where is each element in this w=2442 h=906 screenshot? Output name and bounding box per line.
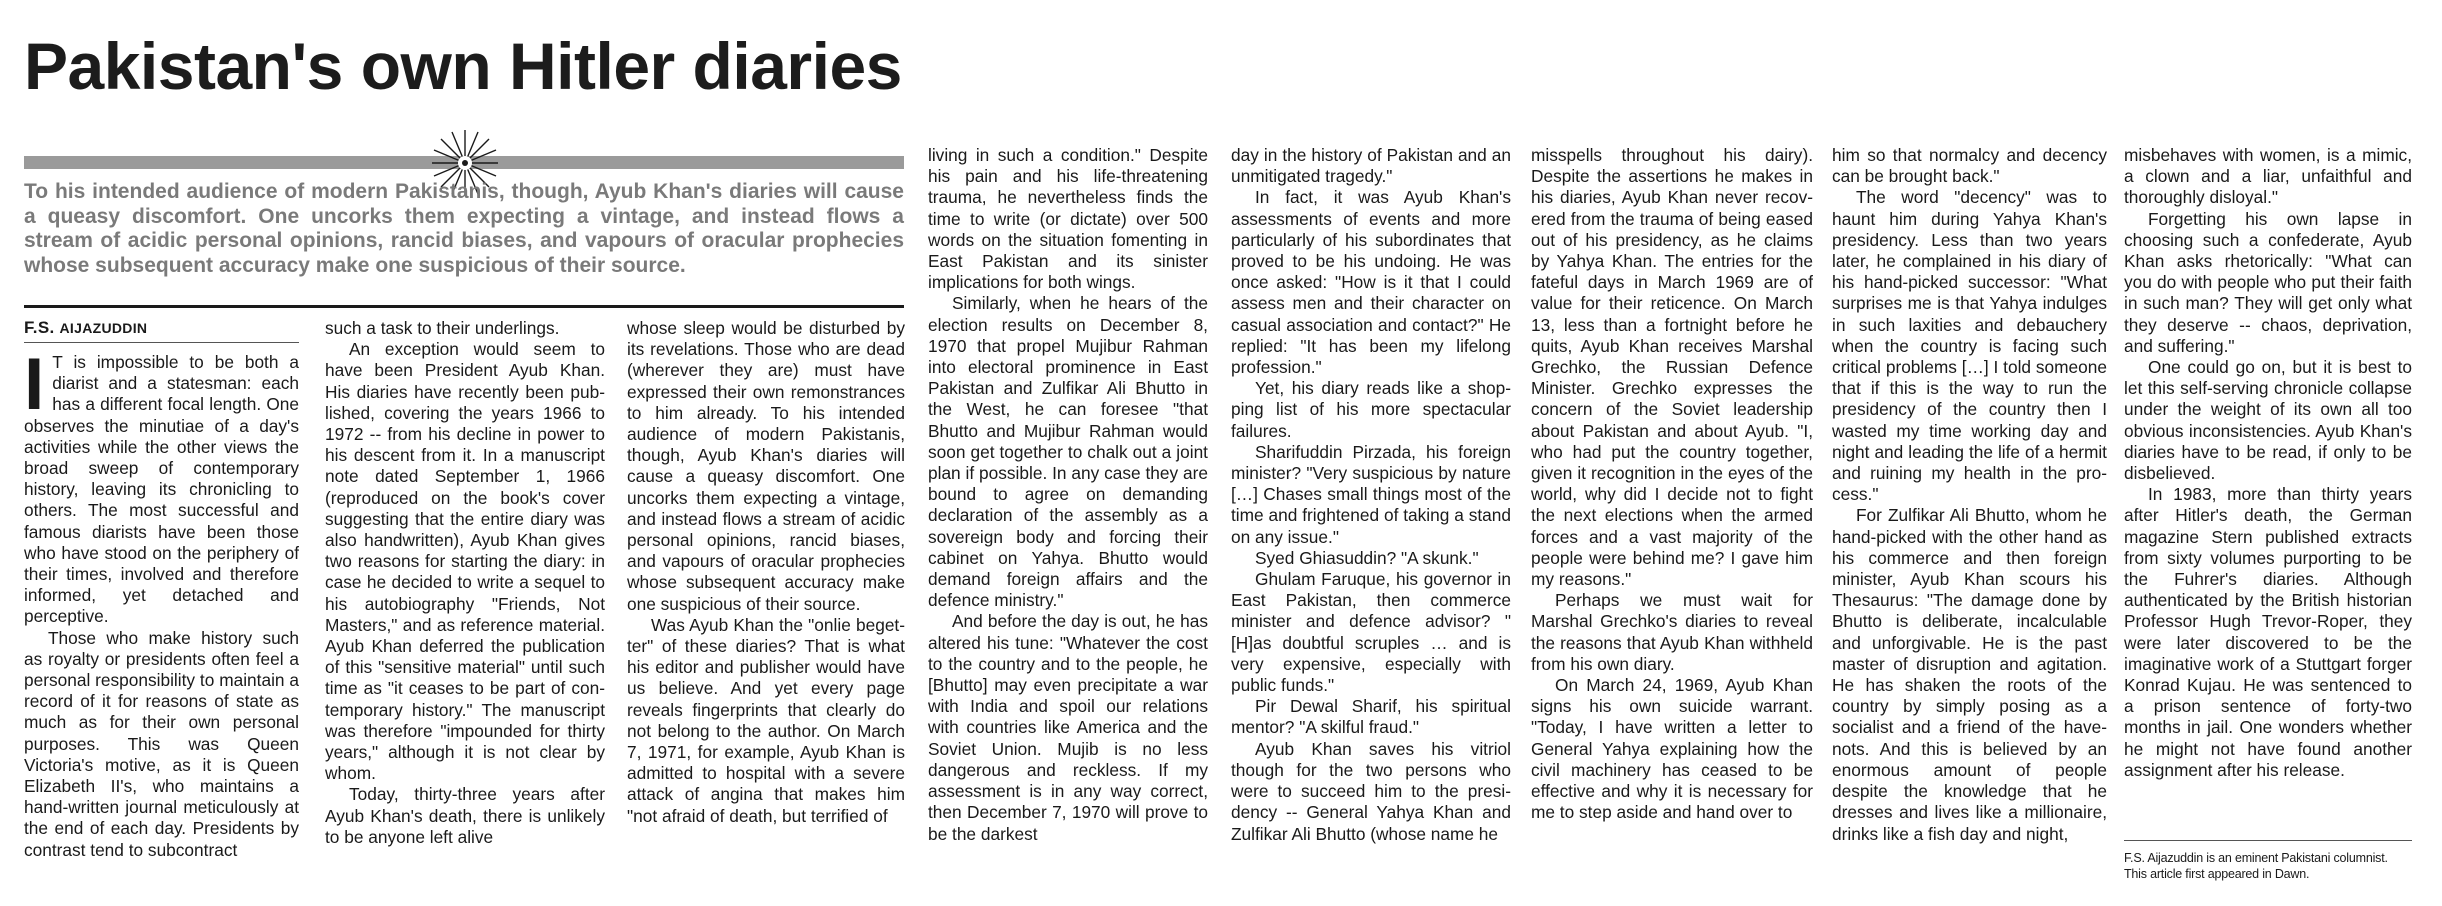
paragraph: Was Ayub Khan the "onlie begetter" of these diaries? That is what his editor and publisher would have us believe. And yet every page reveals fingerprints that clearly do not belong to the author. On March 7, 1971, for example, Ayub Khan is admitted to hospital with a severe attack of angina that makes him "not afraid of death, but terrified of <box>627 614 905 826</box>
deck-pullquote: To his intended audience of modern Pakistanis, though, Ayub Khan's diaries will cause a queasy discomfort. One uncorks them expecting a vintage, and instead flows a stream of acidic personal opinions, rancid biases, and vapours of oracular prophecies whose subsequent accuracy make one suspicious of their source. <box>24 180 904 277</box>
paragraph: Similarly, when he hears of the election results on December 8, 1970 that propel Mujibur Rahman into electoral prominence in East Pakistan and Zulfikar Ali Bhutto in the West, he can foresee "that Bhutto and Mujibur Rahman would soon get together to chalk out a joint plan if possible. In any case they are bound to agree on demanding declaration of the assembly as a sovereign body and forcing their cabinet on Yahya. Bhutto would demand foreign affairs and the defence ministry." <box>928 293 1208 611</box>
byline <box>24 318 299 338</box>
paragraph: misbehaves with women, is a mimic, a clown and a liar, unfaithful and thoroughly disloyal." <box>2124 145 2412 208</box>
article-column-8 <box>2124 145 2412 835</box>
paragraph: And before the day is out, he has altered his tune: "Whatever the cost to the country and to the people, he [Bhutto] may even precipitate a war with India and spoil our relations with countries like America and the Soviet Union. Mujib is no less dangerous and reckless. If my assessment is in any way correct, then December 7, 1970 will prove to be the darkest <box>928 611 1208 844</box>
article-column-7 <box>1832 145 2107 902</box>
paragraph: Syed Ghiasuddin? "A skunk." <box>1255 547 1479 568</box>
paragraph: Pir Dewal Sharif, his spiritual mentor? "A skilful fraud." <box>1231 696 1511 738</box>
paragraph: living in such a condition." Despite his pain and his life-threatening trauma, he nevertheless finds the time to write (or dictate) over 500 words on the situation fomenting in East Pakistan and its sinister implications for both wings. <box>928 145 1208 293</box>
paragraph: him so that normalcy and decency can be brought back." <box>1832 145 2107 187</box>
endnote-line: This article first appeared in Dawn. <box>2124 867 2310 881</box>
article-column-4 <box>928 145 1208 902</box>
article-column-1 <box>24 352 299 902</box>
paragraph: whose sleep would be disturbed by its revelations. Those who are dead (wherever they are) must have expressed their own remonstrances to him already. To his intended audience of modern Pakistanis, though, Ayub Khan's diaries will cause a queasy discomfort. One uncorks them expecting a vintage, and instead flows a stream of acidic personal opinions, rancid biases, and vapours of oracular prophecies whose subsequent accuracy make one suspicious of their source. <box>627 318 905 614</box>
paragraph: I T is impossible to be both a diarist and a statesman: each has a different focal length. One observes the minutiae of a day's activities while the other views the broad sweep of contemporary history, leaving its chronicling to others. The most successful and famous diarists have been those who have stood on the periphery of their times, involved and therefore informed, yet detached and perceptive. <box>24 352 299 627</box>
byline-surname: AIJAZUDDIN <box>59 320 148 336</box>
article-column-3 <box>627 318 905 902</box>
paragraph: Ayub Khan saves his vitriol though for the two persons who were to succeed him to the presidency -- General Yahya Khan and Zulfikar Ali Bhutto (whose name he <box>1231 738 1511 844</box>
article-column-6 <box>1531 145 1813 902</box>
paragraph: Those who make history such as royalty or presidents often feel a personal responsibility to maintain a record of it for reasons of state as much as for their own personal purposes. This was Queen Victoria's motive, as it is Queen Elizabeth II's, who maintains a hand-written journal meticulously at the end of each day. Presidents by contrast tend to subcontract <box>24 627 299 860</box>
paragraph: In 1983, more than thirty years after Hitler's death, the German magazine Stern published extracts from sixty volumes purporting to be the Fuhrer's diaries. Although authenticated by the British historian Professor Hugh Trevor-Roper, they were later discovered to be the imaginative work of a Stuttgart forger Konrad Kujau. He was sentenced to a prison sentence of forty-two months in jail. One wonders whether he might not have found another assignment after his release. <box>2124 484 2412 780</box>
article-column-5 <box>1231 145 1511 902</box>
paragraph: Sharifuddin Pirzada, his foreign minister? "Very suspicious by nature […] Chases small things most of the time and frightened of taking a stand on any issue." <box>1231 441 1511 547</box>
paragraph: In fact, it was Ayub Khan's assessments of events and more particularly of his subordinates that proved to be his undoing. He was once asked: "How is it that I could assess men and their character on casual association and contact?" He replied: "It has been my lifelong profession." <box>1231 187 1511 378</box>
paragraph: One could go on, but it is best to let this self-serving chronicle collapse under the weight of its own all too obvious inconsistencies. Ayub Khan's diaries have to be read, if only to be disbelieved. <box>2124 357 2412 484</box>
endnote-line: F.S. Aijazuddin is an eminent Pakistani columnist. <box>2124 851 2388 865</box>
paragraph: misspells throughout his dairy). Despite the assertions he makes in his diaries, Ayub Khan never recovered from the trauma of being eased out of his presidency, as he claims by Yahya Khan. The entries for the fateful days in March 1969 are of value for their reticence. On March 13, less than a fortnight before he quits, Ayub Khan receives Marshal Grechko, the Russian Defence Minister. Grechko expresses the concern of the Soviet leadership about Pakistan and about Ayub. "I, who had put the country together, given it recognition in the eyes of the world, why did I decide not to fight the next elections when the armed forces and a vast majority of the people were behind me? I gave him my reasons." <box>1531 145 1813 590</box>
headline: Pakistan's own Hitler diaries <box>24 29 902 103</box>
author-endnote <box>2124 850 2412 882</box>
paragraph: Yet, his diary reads like a shopping list of his more spectacular failures. <box>1231 378 1511 441</box>
paragraph: Forgetting his own lapse in choosing such a confederate, Ayub Khan asks rhetorically: "What can you do with people who put their faith in such man? They will get only what they deserve -- chaos, deprivation, and suffering." <box>2124 208 2412 356</box>
paragraph: Perhaps we must wait for Marshal Grechko's diaries to reveal the reasons that Ayub Khan withheld from his own diary. <box>1531 590 1813 674</box>
paragraph: Ghulam Faruque, his governor in East Pakistan, then commerce minister and defence advisor? "[H]as doubtful scruples … and is very expensive, especially with public funds." <box>1231 569 1511 696</box>
paragraph: An exception would seem to have been President Ayub Khan. His diaries have recently been published, covering the years 1966 to 1972 -- from his decline in power to his descent from it. In a manuscript note dated September 1, 1966 (reproduced on the book's cover suggesting that the entire diary was also handwritten), Ayub Khan gives two reasons for starting the diary: in case he decided to write a sequel to his autobiography "Friends, Not Masters," and as reference material. Ayub Khan deferred the publication of this "sensitive material" until such time as "it ceases to be part of contemporary history." The manuscript was therefore "impounded for thirty years," although it is not clear by whom. <box>325 339 605 784</box>
byline-rule <box>24 342 299 343</box>
deck-rule <box>24 305 904 308</box>
paragraph: such a task to their underlings. <box>325 318 560 338</box>
paragraph: For Zulfikar Ali Bhutto, whom he hand-picked with the other hand as his commerce and then foreign minister, Ayub Khan scours his Thesaurus: "The damage done by Bhutto is deliberate, incalculable and unforgivable. He is the past master of disruption and agitation. He has shaken the roots of the country by simply posing as a socialist and a friend of the have-nots. And this is believed by an enormous amount of people despite the knowledge that he dresses and lives like a millionaire, drinks like a fish day and night, <box>1832 505 2107 844</box>
endnote-rule <box>2124 840 2412 841</box>
byline-initials: F.S. <box>24 318 60 337</box>
paragraph: day in the history of Pakistan and an unmitigated tragedy." <box>1231 145 1511 187</box>
article-column-2 <box>325 318 605 902</box>
paragraph: The word "decency" was to haunt him during Yahya Khan's presidency. Less than two years later, he complained in his diary of his hand-picked successor: "What surprises me is that Yahya indulges in such laxities and debauchery when the country is facing such critical problems […] I told someone that if this is the way to run the presidency of the country then I wasted my time working day and night and leading the life of a hermit and ruining my health in the process." <box>1832 187 2107 505</box>
paragraph: On March 24, 1969, Ayub Khan signs his own suicide warrant. "Today, I have written a letter to General Yahya explaining how the civil machinery has ceased to be effective and why it is necessary for me to step aside and hand over to <box>1531 675 1813 823</box>
paragraph: Today, thirty-three years after Ayub Khan's death, there is unlikely to be anyone left alive <box>325 784 605 847</box>
dropcap: I <box>24 352 45 425</box>
